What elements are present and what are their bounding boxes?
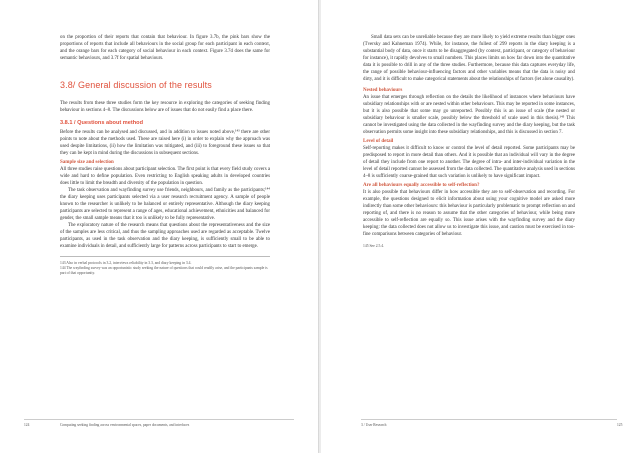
section-title: 3.8/ General discussion of the results — [60, 80, 212, 90]
accessible-heading: Are all behaviours equally accessible to self-reflection? — [363, 183, 480, 188]
right-page-text-column — [363, 34, 575, 249]
footnote-145: 145 See 2.5.4. — [363, 244, 384, 248]
nested-paragraph: An issue that emerges through reflection on the details the likelihood of instances where behaviours have subsidiary relationships with or are nested within other behaviours. This may be reported in some instances, but it is also possible that some may go unreported. Possibly this is an issue of scale (the nested or subsidiary behaviour is smaller scale, possibly below the threshold of scale used in this thesis).¹⁴⁵ This cannot be investigated using the data collected in the wayfinding survey and the diary keeping, but the task observation permits some insight into these subsidiary relationships, and this is discussed in section 7. — [363, 95, 575, 135]
left-page — [0, 0, 319, 453]
right-running-footer: 3 / User Research — [361, 423, 387, 427]
right-page — [321, 0, 640, 453]
detail-paragraph: Self-reporting makes it difficult to know or control the level of detail reported. Some participants may be predisposed to report in more detail than others. And it is possible that an individual will vary in the degree of detail they include from one report to another. The degree of intra- and inter-individual variation in the level of detail reported cannot be assessed from the data collected. The quantitative analysis used in sections 4–8 is sufficiently coarse-grained that such variation is unlikely to have significant impact. — [363, 146, 575, 179]
left-running-footer: Computing seeking finding across environmental spaces, paper documents, and interfaces — [60, 423, 190, 427]
left-footer-rule — [24, 419, 294, 420]
method-paragraph: Before the results can be analysed and discussed, and in addition to issues noted above,¹⁴³ there are other points to note about the methods used. These are raised here (i) in order to explain why the approach was used despite limitations, (ii) how the limitation was mitigated, and (iii) to foreground these issues so that they can be kept in mind during the discussions in subsequent sections. — [60, 130, 270, 156]
right-page-number: 125 — [617, 423, 623, 427]
level-of-detail-heading: Level of detail — [363, 139, 394, 144]
accessible-paragraph: It is also possible that behaviours differ in how accessible they are to self-observation and recording. For example, the questions designed to elicit information about using your cognitive model are asked more indirectly than some other behaviours: this behaviour is particularly problematic to prompt reflection on and reporting of, and there is no reason to assume that the other categories of behaviour, while being more accessible to self-reflection are equally so. This issue arises with the wayfinding survey and the diary keeping: the data collected does not allow us to investigate this issue, and caution must be exercised in too-fine comparisons between categories of behaviour. — [363, 190, 575, 237]
nested-behaviours-heading: Nested behaviours — [363, 88, 403, 93]
small-data-paragraph: Small data sets can be unreliable because they are more likely to yield extreme results than bigger ones (Tversky and Kahneman 1974). While, for instance, the fullest of 299 reports in the diary keeping is a substantial body of data, once it starts to be disaggregated (by context, participant, or category of behaviour for instance), it rapidly devolves to small numbers. This places limits on how far down into the quantitative data it is possible to drill in any of the three studies. Furthermore, because this data captures everyday life, the range of possible behaviour-influencing factors and other variables means that the data is noisy and dirty, and it is difficult to make categorical statements about the relationships of factors (let alone causality). — [363, 35, 575, 82]
intro-paragraph: on the proportion of their reports that contain that behaviour. In figure 3.7b, the pink bars show the proportions of reports that include all behaviours in the social group for each participant in each context, and the orange bars for each category of social behaviour in each context. Figure 3.7d does the same for semantic behaviours, and 3.7f for spatial behaviours. — [60, 35, 270, 61]
recruitment-paragraph: The task observation and wayfinding survey use friends, neighbours, and family as the participants;¹⁴⁴ the diary keeping uses participants selected via a user research recruitment agency. A sample of people known to the researcher is unlikely to be balanced or entirely representative. Although the diary keeping participants are selected to represent a range of ages, educational achievement, ethnicities and balanced for gender, the small sample means that it too is unlikely to be fully representative. — [60, 188, 270, 221]
left-page-text-column — [60, 34, 270, 276]
footnote-divider — [60, 256, 270, 257]
sample-size-heading: Sample size and selection — [60, 160, 114, 165]
exploratory-paragraph: The exploratory nature of the research means that questions about the representativeness and the size of the samples are less critical, and thus the sampling approaches used are regarded as acceptable. Twelve participants, as used in the task observation and the diary keeping, is sufficiently small to be able to examine individuals in detail, and sufficiently large for patterns across participants to start to emerge. — [60, 223, 270, 249]
right-footer-rule — [361, 419, 617, 420]
footnote-143: 143 Also in verbal protocols in 3.2, interviews reliability in 3.3, and diary keeping in 3.4. — [60, 261, 192, 265]
footnote-144: 144 The wayfinding survey was an opportunistic study seeking the nature of questions that could readily arise, and the participants sample is part of that opportunity. — [60, 266, 268, 275]
section-intro-paragraph: The results from these three studies form the key resource in exploring the categories of seeking finding behaviour in sections 4–8. The discussions below are of issues that do not easily find a place there. — [60, 101, 270, 113]
sample-paragraph: All three studies raise questions about participant selection. The first point is that every field study covers a wide and hard to define population. Even restricting to English speaking adults in developed countries does little to limit the breadth and diversity of the population in question. — [60, 167, 270, 186]
subsection-title: 3.8.1 / Questions about method — [60, 120, 143, 126]
left-page-number: 124 — [24, 423, 30, 427]
